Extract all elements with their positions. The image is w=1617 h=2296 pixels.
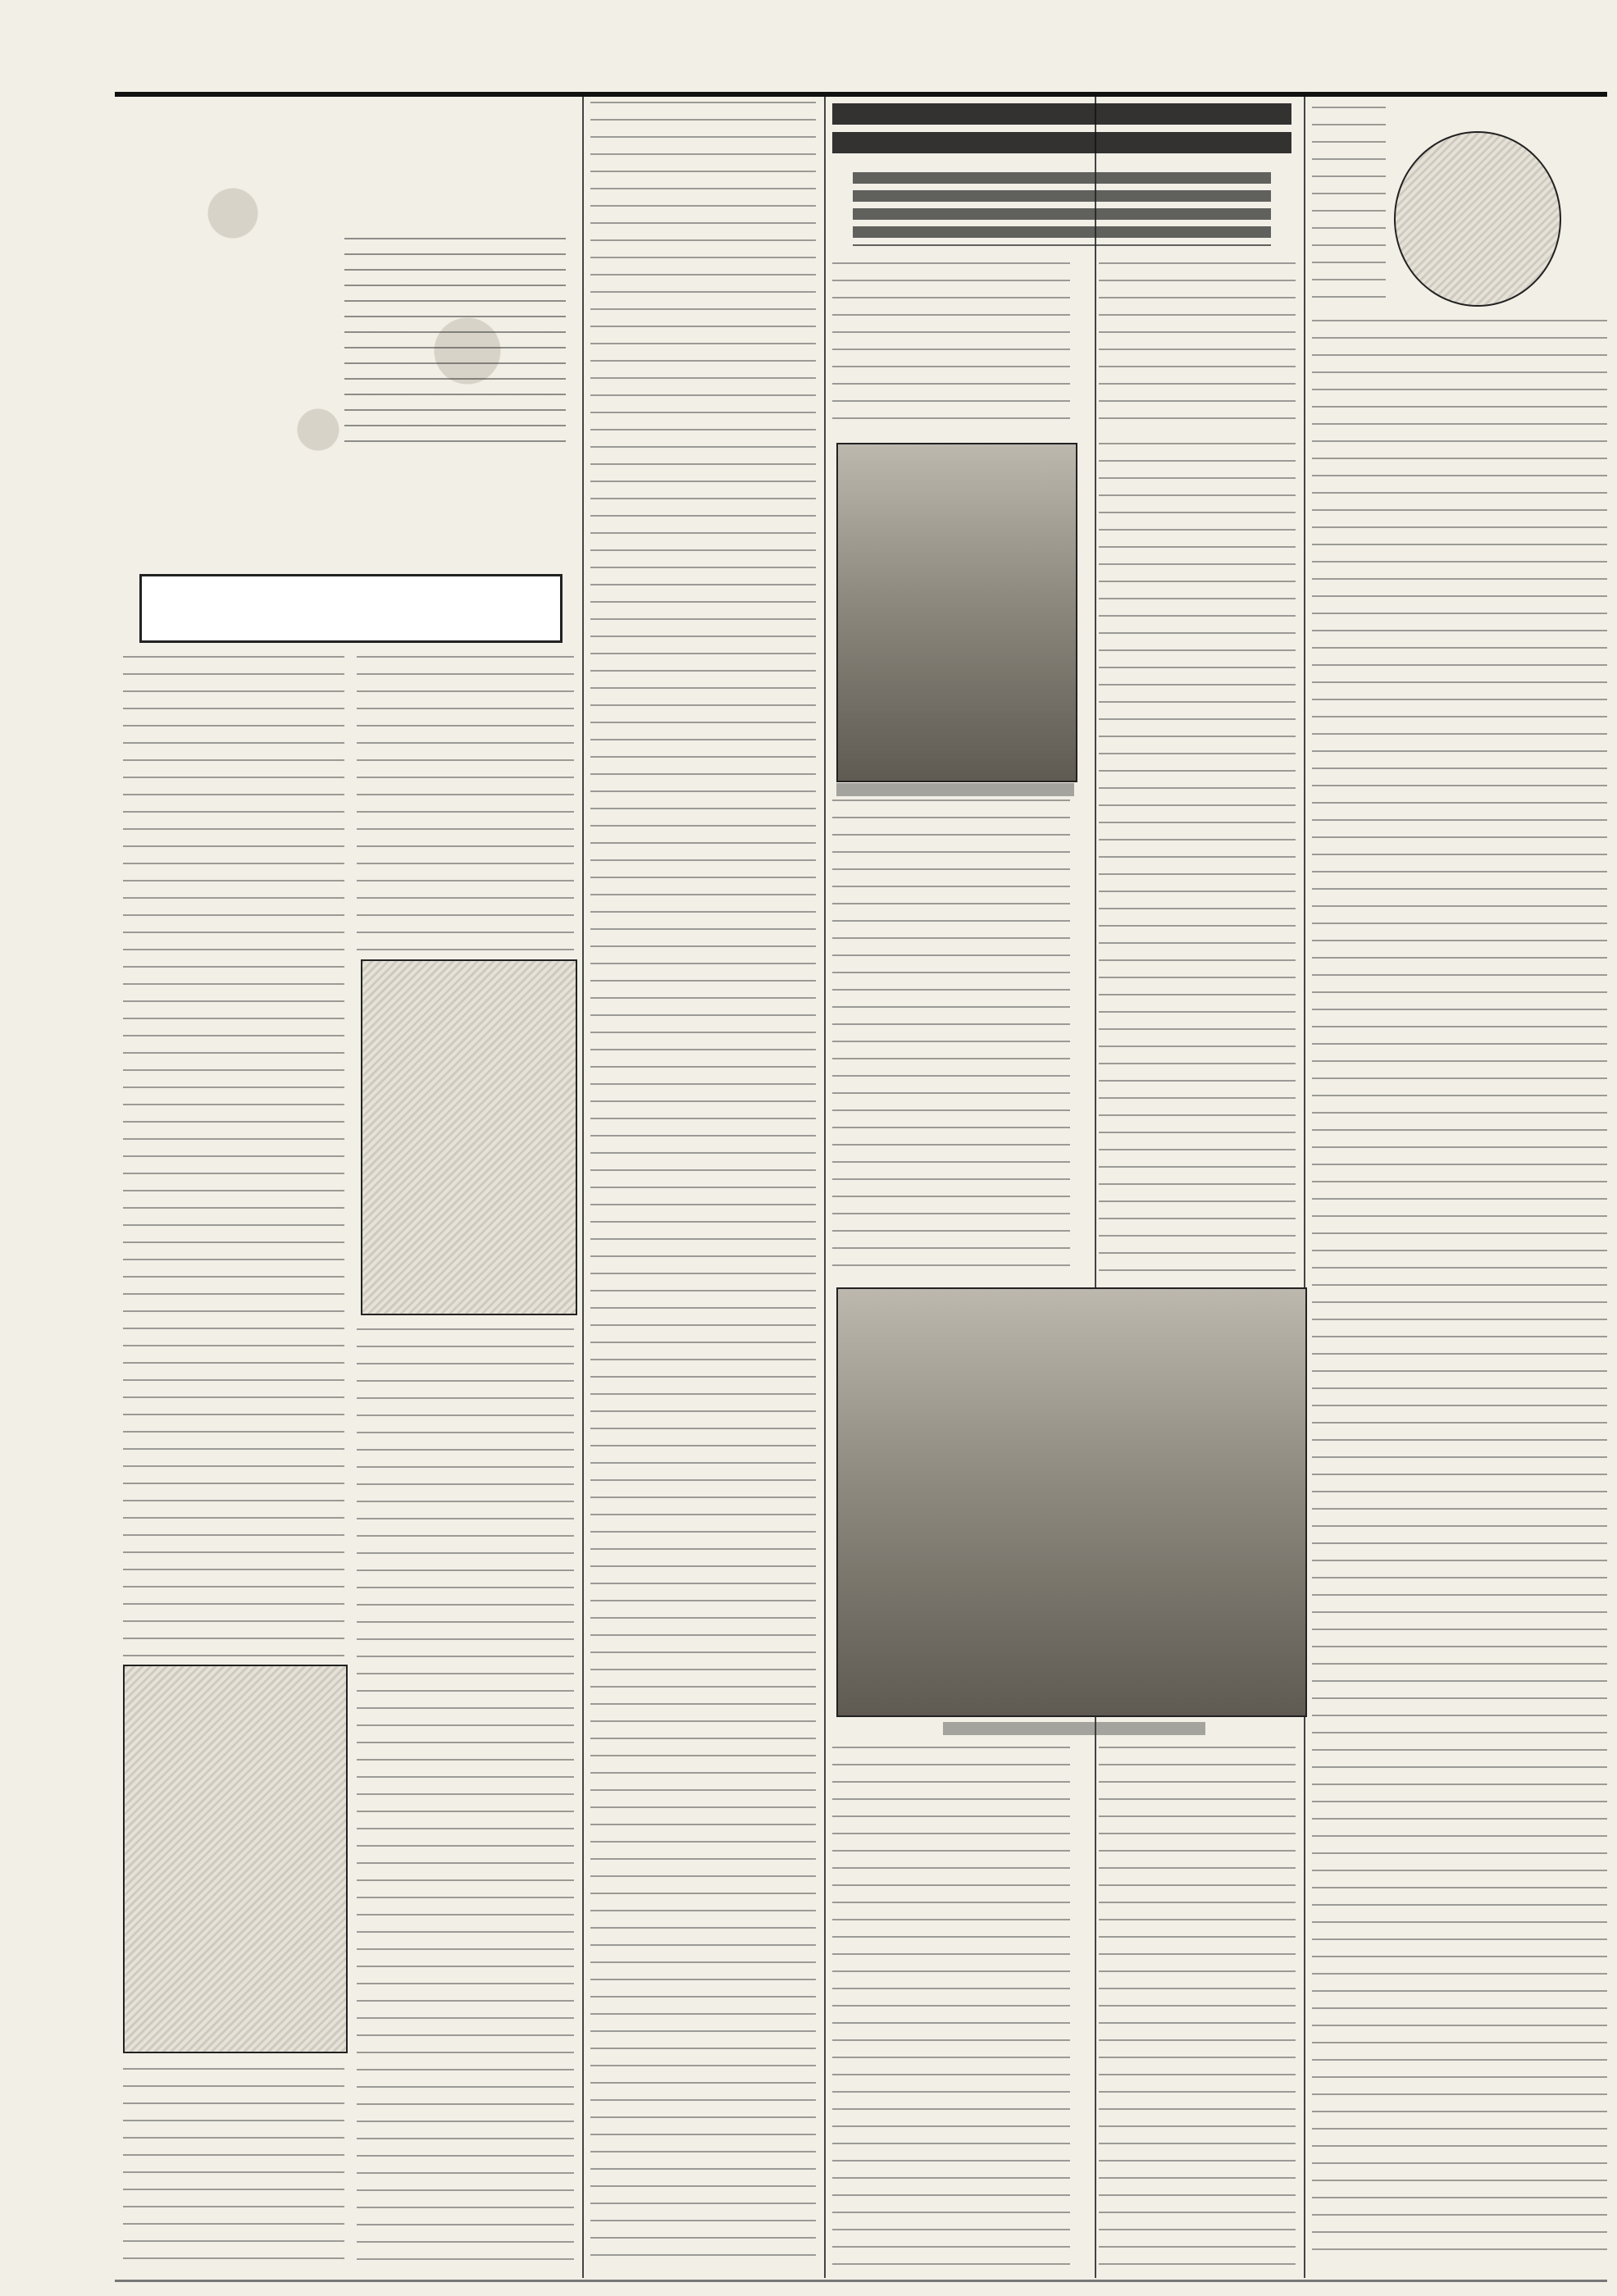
- article-text: [832, 1747, 1070, 2271]
- article-text: [1099, 443, 1296, 1271]
- article-text: [357, 656, 574, 951]
- sub-headline: [853, 172, 1271, 246]
- column-rule: [824, 97, 826, 2278]
- article-text: [832, 262, 1070, 435]
- poem-block: [344, 238, 566, 443]
- illustration-bar-scene: [123, 1665, 348, 2053]
- photo-caption: [943, 1722, 1205, 1735]
- ad-text: [1312, 320, 1607, 2263]
- photo-caption: [836, 783, 1074, 796]
- article-text: [357, 1328, 574, 2263]
- column-rule: [582, 97, 584, 2278]
- article-text: [590, 102, 816, 2266]
- column-rule: [1304, 97, 1305, 2278]
- top-rule: [115, 92, 1607, 97]
- column-rule: [1095, 97, 1096, 2278]
- photo-first-city-hall: [836, 1287, 1307, 1717]
- article-text: [1099, 1747, 1296, 2271]
- section-banner: [139, 574, 563, 643]
- article-text: [1099, 262, 1296, 435]
- article-text: [832, 800, 1070, 1275]
- illustration-men: [361, 959, 577, 1315]
- ad-text: [1312, 107, 1386, 312]
- main-headline: [832, 103, 1291, 161]
- portrait-illustration: [1394, 131, 1561, 307]
- bottom-rule: [115, 2280, 1607, 2282]
- photo-present-city-hall: [836, 443, 1077, 782]
